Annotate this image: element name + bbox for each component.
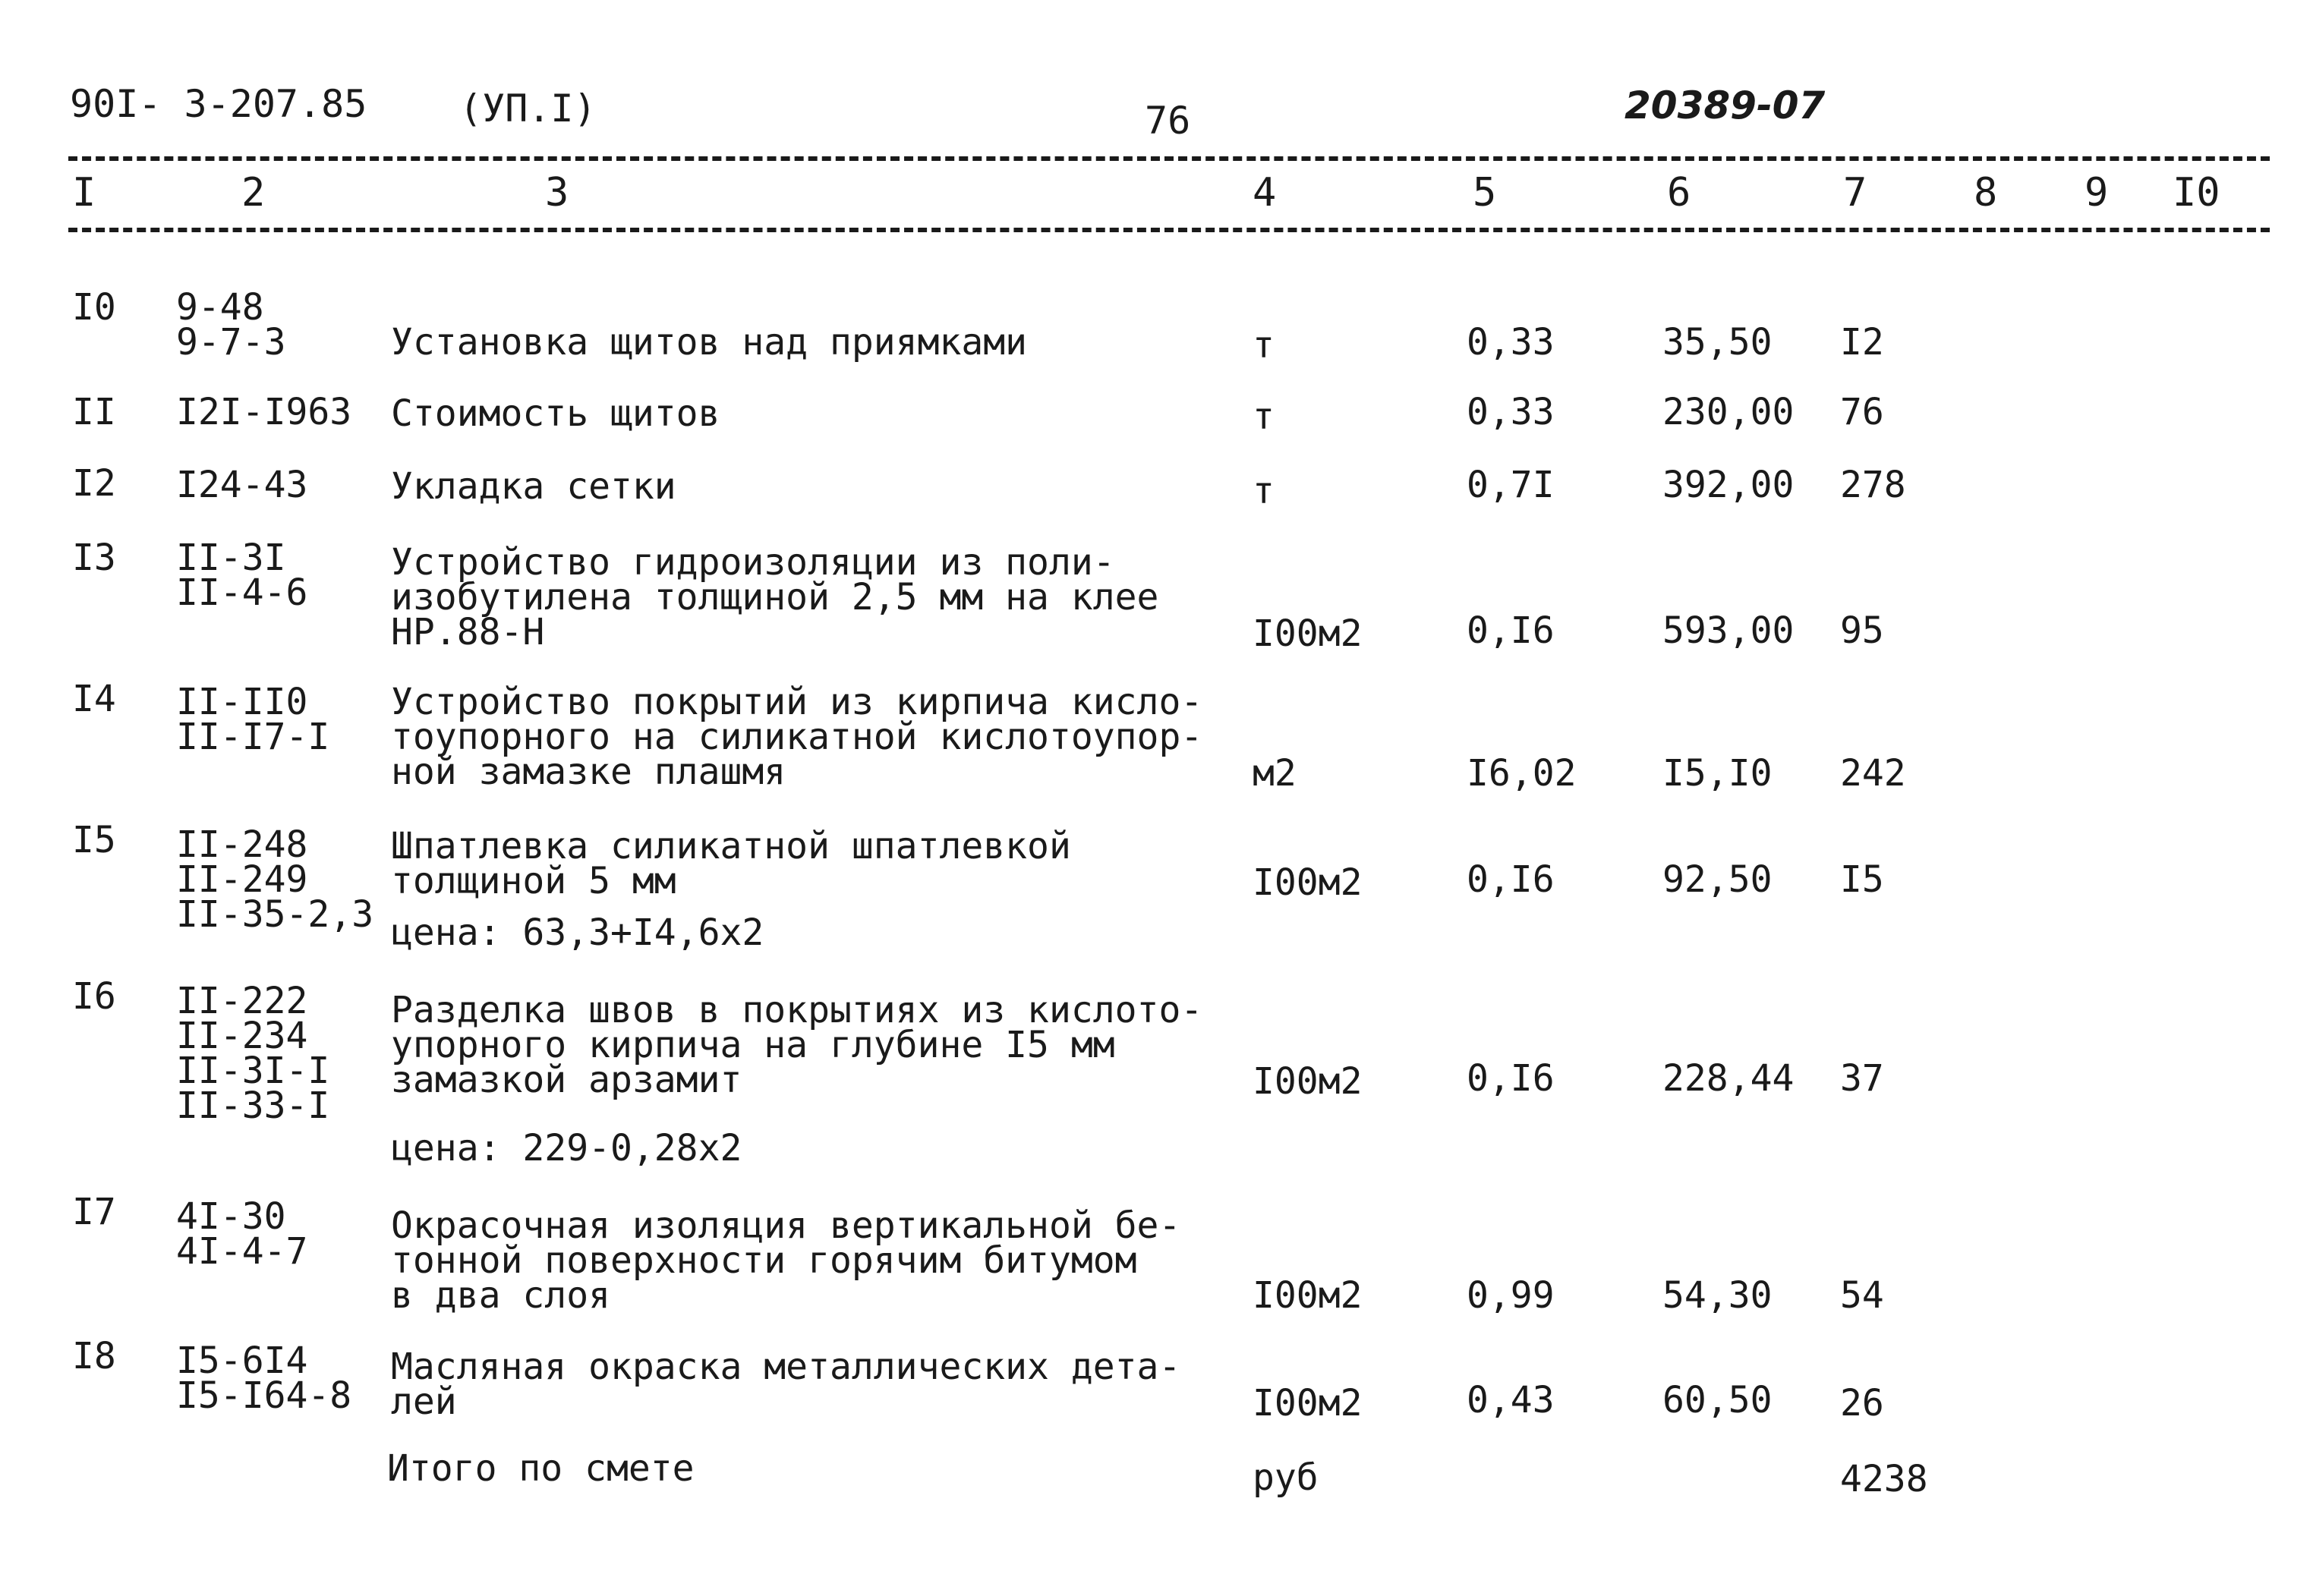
unit-price: 230,00 <box>1662 391 1795 433</box>
row-number: I2 <box>72 462 116 505</box>
description-line: Масляная окраска металлических дета- <box>391 1346 1181 1388</box>
norm-code: 9-7-3 <box>176 321 286 364</box>
description-line: Стоимость щитов <box>391 392 720 435</box>
norm-codes <box>176 286 286 364</box>
work-description <box>391 392 720 435</box>
unit-price: 35,50 <box>1662 321 1773 364</box>
column-number-9: 9 <box>2085 170 2109 216</box>
unit: I00м2 <box>1253 612 1363 655</box>
norm-code: 4I-4-7 <box>176 1230 308 1273</box>
norm-code: 4I-30 <box>176 1195 286 1238</box>
column-number-4: 4 <box>1253 170 1277 216</box>
album-label: (УП.I) <box>459 87 597 131</box>
total-cost: 95 <box>1840 609 1884 652</box>
norm-codes <box>176 1339 352 1417</box>
column-number-2: 2 <box>241 170 266 216</box>
estimate-total-value: 4238 <box>1840 1458 1928 1500</box>
unit: м2 <box>1253 752 1297 795</box>
norm-code: II-234 <box>176 1015 308 1057</box>
work-description <box>391 825 1071 902</box>
description-line: лей <box>391 1380 457 1423</box>
norm-code: II-II0 <box>176 681 308 723</box>
norm-code: II-3I-I <box>176 1050 330 1092</box>
unit-price: 92,50 <box>1662 858 1773 901</box>
total-cost: 242 <box>1840 752 1906 795</box>
description-line: изобутилена толщиной 2,5 мм на клее <box>391 576 1159 619</box>
unit-price: 593,00 <box>1662 609 1795 652</box>
quantity: I6,02 <box>1467 752 1577 795</box>
document-code: 90I- 3-207.85 <box>70 82 367 126</box>
total-cost: 37 <box>1840 1057 1884 1100</box>
row-number: II <box>72 391 116 433</box>
unit: т <box>1253 395 1275 438</box>
work-description <box>391 321 1028 364</box>
price-note: цена: 229-0,28х2 <box>391 1127 742 1169</box>
unit: т <box>1253 324 1275 367</box>
total-cost: 278 <box>1840 464 1906 506</box>
unit-price: I5,I0 <box>1662 752 1773 795</box>
quantity: 0,I6 <box>1467 1057 1555 1100</box>
norm-code: II-249 <box>176 858 308 901</box>
total-cost: I5 <box>1840 858 1884 901</box>
estimate-total-label: Итого по смете <box>387 1447 695 1490</box>
description-line: Окрасочная изоляция вертикальной бе- <box>391 1204 1181 1247</box>
unit: I00м2 <box>1253 1274 1363 1317</box>
total-cost: 26 <box>1840 1382 1884 1424</box>
row-number: I7 <box>72 1191 116 1233</box>
header-top-rule <box>68 156 2270 161</box>
norm-code: II-248 <box>176 823 308 866</box>
norm-code: I2I-I963 <box>176 391 352 433</box>
work-description <box>391 541 1159 653</box>
column-number-10: I0 <box>2173 170 2220 216</box>
norm-codes <box>176 464 308 506</box>
unit: I00м2 <box>1253 1060 1363 1103</box>
column-number-5: 5 <box>1473 170 1497 216</box>
norm-code: II-35-2,3 <box>176 893 374 936</box>
norm-code: II-33-I <box>176 1084 330 1127</box>
description-line: замазкой арзамит <box>391 1059 742 1101</box>
quantity: 0,I6 <box>1467 858 1555 901</box>
quantity: 0,33 <box>1467 391 1555 433</box>
column-number-1: I <box>72 170 96 216</box>
description-line: Устройство гидроизоляции из поли- <box>391 541 1115 584</box>
column-number-6: 6 <box>1667 170 1691 216</box>
row-number: I4 <box>72 678 116 720</box>
total-cost: 54 <box>1840 1274 1884 1317</box>
work-description <box>391 465 676 508</box>
norm-code: II-3I <box>176 537 286 579</box>
row-number: I3 <box>72 537 116 579</box>
norm-code: 9-48 <box>176 286 264 329</box>
page-number: 76 <box>1145 99 1191 143</box>
quantity: 0,7I <box>1467 464 1555 506</box>
total-cost: 76 <box>1840 391 1884 433</box>
description-line: Устройство покрытий из кирпича кисло- <box>391 681 1203 723</box>
norm-codes <box>176 1195 308 1273</box>
unit: I00м2 <box>1253 1382 1363 1424</box>
quantity: 0,99 <box>1467 1274 1555 1317</box>
norm-codes <box>176 537 308 614</box>
norm-code: I5-I64-8 <box>176 1374 352 1417</box>
unit: I00м2 <box>1253 861 1363 904</box>
inventory-number: 20389-07 <box>1624 83 1826 127</box>
description-line: ной замазке плашмя <box>391 751 786 793</box>
row-number: I5 <box>72 819 116 861</box>
header-bottom-rule <box>68 228 2270 232</box>
norm-codes <box>176 980 330 1127</box>
work-description <box>391 681 1203 793</box>
quantity: 0,43 <box>1467 1379 1555 1421</box>
work-description <box>391 1346 1181 1423</box>
column-number-7: 7 <box>1843 170 1867 216</box>
column-number-8: 8 <box>1974 170 1998 216</box>
work-description <box>391 1204 1181 1317</box>
norm-codes <box>176 391 352 433</box>
norm-code: II-4-6 <box>176 571 308 614</box>
description-line: Разделка швов в покрытиях из кислото- <box>391 989 1203 1031</box>
row-number: I6 <box>72 975 116 1018</box>
unit-price: 228,44 <box>1662 1057 1795 1100</box>
description-line: Укладка сетки <box>391 465 676 508</box>
description-line: в два слоя <box>391 1274 610 1317</box>
row-number: I0 <box>72 286 116 329</box>
price-note: цена: 63,3+I4,6х2 <box>391 911 764 954</box>
description-line: тоупорного на силикатной кислотоупор- <box>391 716 1203 758</box>
quantity: 0,33 <box>1467 321 1555 364</box>
unit: т <box>1253 470 1275 512</box>
description-line: Установка щитов над приямками <box>391 321 1028 364</box>
unit-price: 392,00 <box>1662 464 1795 506</box>
column-number-3: 3 <box>545 170 569 216</box>
description-line: толщиной 5 мм <box>391 860 676 902</box>
total-cost: I2 <box>1840 321 1884 364</box>
norm-code: II-I7-I <box>176 716 330 758</box>
unit-price: 54,30 <box>1662 1274 1773 1317</box>
norm-code: I5-6I4 <box>176 1339 308 1382</box>
row-number: I8 <box>72 1335 116 1377</box>
description-line: НР.88-Н <box>391 611 545 653</box>
norm-codes <box>176 823 374 936</box>
description-line: тонной поверхности горячим битумом <box>391 1239 1137 1282</box>
quantity: 0,I6 <box>1467 609 1555 652</box>
description-line: упорного кирпича на глубине I5 мм <box>391 1024 1115 1066</box>
norm-codes <box>176 681 330 758</box>
unit-price: 60,50 <box>1662 1379 1773 1421</box>
estimate-total-unit: руб <box>1253 1456 1319 1499</box>
norm-code: II-222 <box>176 980 308 1022</box>
work-description <box>391 989 1203 1101</box>
description-line: Шпатлевка силикатной шпатлевкой <box>391 825 1071 867</box>
norm-code: I24-43 <box>176 464 308 506</box>
